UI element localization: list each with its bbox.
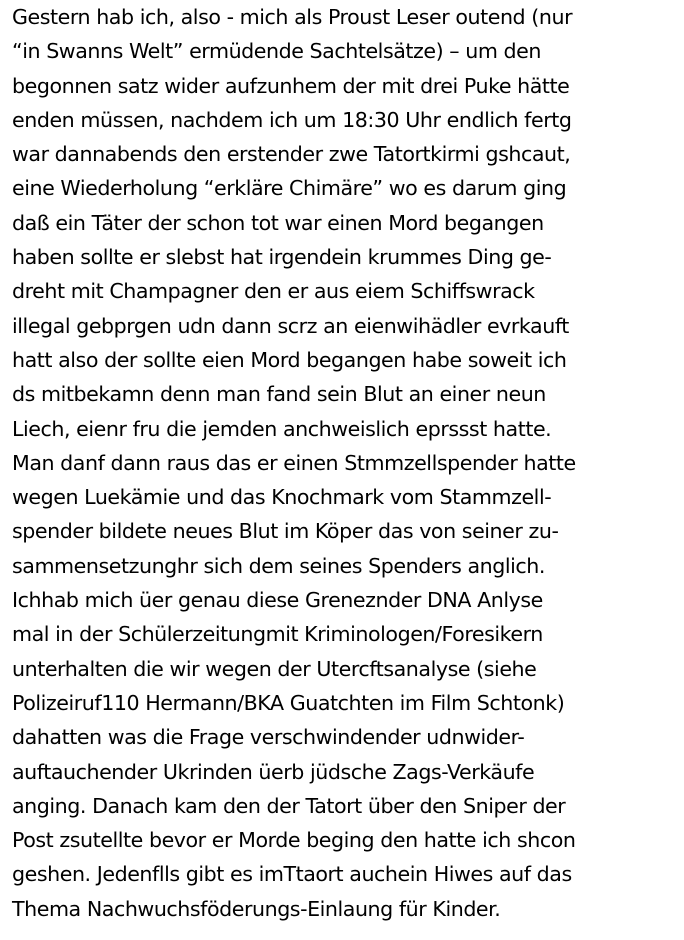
text-line: anging. Danach kam den der Tatort über den Sniper der [12, 793, 566, 818]
text-line: begonnen satz wider aufzunhem der mit drei Puke hätte [12, 73, 570, 98]
text-line: enden müssen, nachdem ich um 18:30 Uhr endlich fertg [12, 107, 572, 132]
text-line: eine Wiederholung “erkläre Chimäre” wo es darum ging [12, 176, 567, 201]
text-line: wegen Luekämie und das Knochmark vom Stammzell- [12, 485, 552, 510]
text-line: mal in der Schülerzeitungmit Kriminologen/Foresikern [12, 622, 543, 647]
text-line: unterhalten die wir wegen der Utercftsanalyse (siehe [12, 656, 537, 681]
text-line: geshen. Jedenflls gibt es imTtaort auchein Hiwes auf das [12, 862, 572, 887]
text-line: sammensetzunghr sich dem seines Spenders anglich. [12, 553, 545, 578]
text-line: “in Swanns Welt” ermüdende Sachtelsätze) – um den [12, 39, 541, 64]
text-line: ds mitbekamn denn man fand sein Blut an einer neun [12, 382, 546, 407]
text-line: Polizeiruf110 Hermann/BKA Guatchten im Film Schtonk) [12, 690, 565, 715]
text-line: dahatten was die Frage verschwindender udnwider- [12, 725, 525, 750]
text-line: illegal gebprgen udn dann scrz an eienwihädler evrkauft [12, 313, 569, 338]
text-line: Liech, eienr fru die jemden anchweislich eprssst hatte. [12, 416, 552, 441]
text-line: war dannabends den erstender zwe Tatortkirmi gshcaut, [12, 142, 571, 167]
text-line: Ichhab mich üer genau diese Greneznder DNA Anlyse [12, 588, 543, 613]
text-line: auftauchender Ukrinden üerb jüdsche Zags-Verkäufe [12, 759, 535, 784]
text-line: Thema Nachwuchsföderungs-Einlaung für Kinder. [12, 896, 501, 921]
text-line: daß ein Täter der schon tot war einen Mord begangen [12, 210, 544, 235]
text-line: dreht mit Champagner den er aus eiem Schiffswrack [12, 279, 535, 304]
text-line: haben sollte er slebst hat irgendein krummes Ding ge- [12, 245, 552, 270]
text-line: Man danf dann raus das er einen Stmmzellspender hatte [12, 450, 576, 475]
text-line: Gestern hab ich, also - mich als Proust Leser outend (nur [12, 5, 573, 29]
body-text [12, 0, 682, 926]
text-line: Post zsutellte bevor er Morde beging den hatte ich shcon [12, 828, 576, 853]
text-line: hatt also der sollte eien Mord begangen habe soweit ich [12, 347, 567, 372]
text-line: spender bildete neues Blut im Köper das von seiner zu- [12, 519, 559, 544]
